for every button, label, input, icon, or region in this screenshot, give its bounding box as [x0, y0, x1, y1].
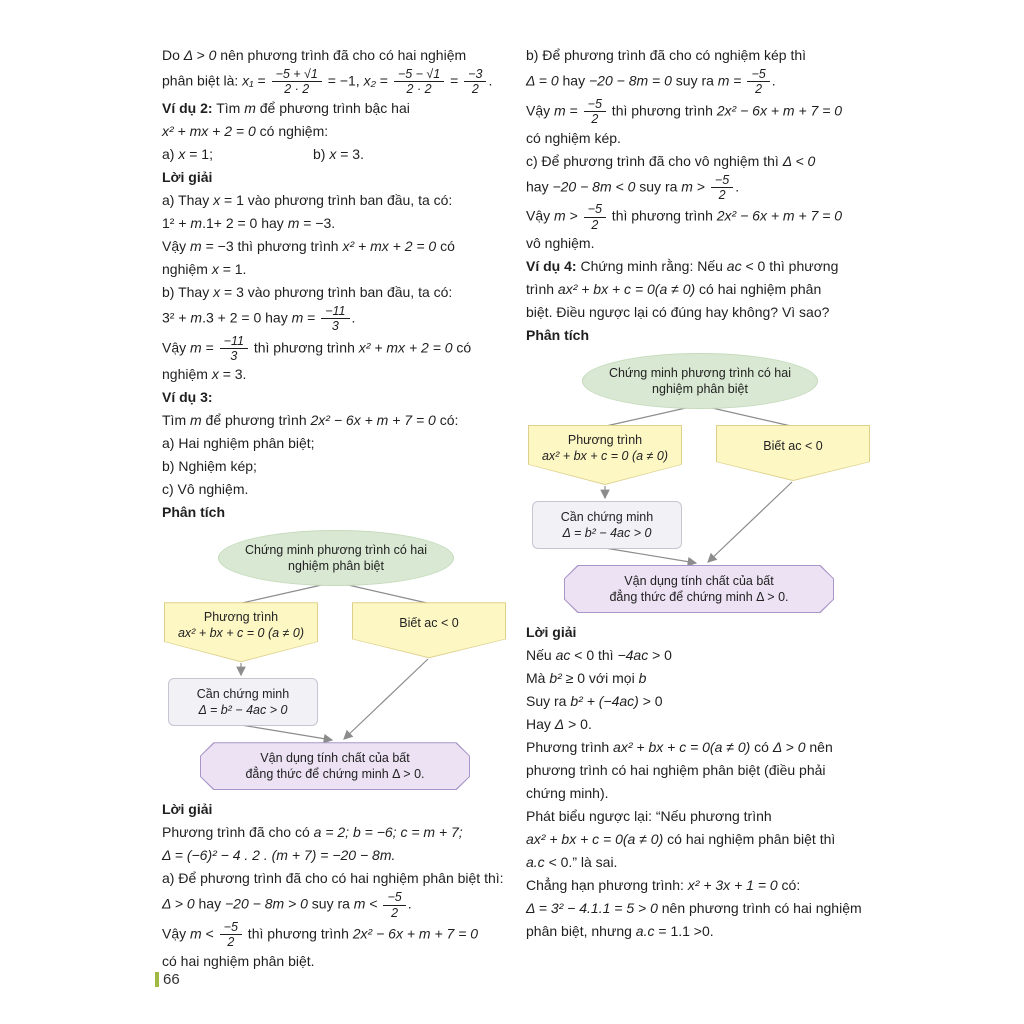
heading-text: Ví dụ 4: [526, 258, 577, 274]
text-run: c) Vô nghiệm. [162, 481, 249, 498]
right-text-bottom [526, 621, 898, 943]
text-run: . [351, 309, 356, 326]
text-line [526, 736, 898, 759]
page-number [155, 971, 180, 988]
text-line [162, 189, 512, 212]
heading-text: Lời giải [162, 801, 213, 818]
apply-line-2: đẳng thức để chứng minh Δ > 0. [609, 590, 789, 604]
flowchart-known-box [716, 425, 870, 481]
text-line [526, 278, 898, 301]
text-run: > 0 [648, 647, 672, 663]
text-run: a) Hai nghiệm phân biệt; [162, 435, 315, 452]
text-run: m [353, 895, 366, 912]
text-run: Phương trình đã cho có [162, 824, 314, 841]
flowchart-need-box [532, 501, 682, 549]
text-run: m [287, 214, 300, 231]
text-run: hay [194, 895, 225, 912]
text-run: x² + mx + 2 = 0 [342, 237, 437, 254]
text-run: Δ > 0 [183, 47, 217, 63]
left-text-top [162, 44, 512, 524]
text-run: có [436, 237, 455, 254]
text-run: 2x² − 6x + m + 7 = 0 [352, 925, 479, 942]
text-run: .3 + 2 = 0 hay [202, 309, 292, 326]
flowchart-known-box [352, 602, 506, 658]
text-run: Δ < 0 [782, 152, 816, 169]
text-run: có nghiệm kép. [526, 129, 621, 146]
text-run: có: [435, 412, 459, 429]
flowchart-apply-box [564, 565, 834, 613]
text-run: < [365, 895, 382, 912]
text-run: suy ra [307, 895, 354, 912]
text-run: nên phương trình đã cho có hai nghiệm [216, 47, 467, 63]
text-line [526, 644, 898, 667]
text-line [526, 173, 898, 203]
text-run: Vậy [162, 925, 191, 942]
flowchart-equation-box [528, 425, 682, 485]
text-run: Chứng minh rằng: Nếu [576, 258, 727, 274]
text-run: có hai nghiệm phân biệt. [162, 952, 315, 969]
fraction: $\frac{-5 + √1}{2 \cdot 2}$ [272, 67, 322, 97]
text-run: Tìm [162, 412, 190, 429]
text-line [162, 304, 512, 334]
text-line [162, 867, 512, 890]
text-run: suy ra [671, 72, 718, 89]
text-run: có [452, 339, 472, 356]
text-line [526, 805, 898, 828]
text-run: x [178, 145, 186, 162]
text-run: Mà [526, 670, 550, 686]
text-line [162, 890, 512, 920]
need-line-1: Cần chứng minh [196, 687, 290, 702]
right-column [526, 44, 898, 973]
text-line [526, 301, 898, 324]
text-run: = [565, 102, 582, 119]
content [162, 44, 898, 973]
fraction: $\frac{-5}{2}$ [584, 202, 606, 232]
text-run: a = 2; b = −6; c = m + 7; [313, 824, 463, 841]
text-run: để phương trình [201, 412, 311, 429]
apply-line-1: Vận dụng tính chất của bất [624, 574, 774, 588]
text-run: x [329, 145, 337, 162]
text-line [162, 844, 512, 867]
text-line [162, 166, 512, 189]
text-run: x² + 3x + 1 = 0 [687, 877, 778, 893]
apply-line-2: đẳng thức để chứng minh Δ > 0. [245, 767, 425, 782]
text-run: Vậy [162, 237, 191, 254]
text-run: = 1.1 >0. [654, 923, 714, 939]
text-run: 1² + [162, 214, 191, 231]
heading-text: Lời giải [526, 624, 577, 640]
text-run: có hai nghiệm phân [695, 281, 822, 297]
text-run: . [771, 72, 776, 89]
text-run: x² + mx + 2 = 0 [358, 339, 453, 356]
equation-line-2: ax² + bx + c = 0 (a ≠ 0) [541, 449, 668, 463]
left-column [162, 44, 512, 973]
text-run: 2x² − 6x + m + 7 = 0 [716, 102, 843, 119]
text-run: trình [526, 281, 558, 297]
text-line [526, 127, 898, 150]
heading-text: Phân tích [162, 504, 226, 521]
text-run: Phát biểu ngược lại: “Nếu phương trình [526, 808, 772, 824]
goal-line-2: nghiệm phân biệt [288, 559, 384, 574]
text-line [162, 478, 512, 501]
text-line [526, 324, 898, 347]
text-line [526, 782, 898, 805]
text-run: Tìm [212, 99, 245, 116]
text-run: Δ = 0 [526, 72, 559, 89]
text-run: m [244, 99, 256, 116]
left-text-bottom [162, 798, 512, 973]
text-run: vô nghiệm. [526, 235, 595, 251]
fraction: $\frac{-5 - √1}{2 \cdot 2}$ [394, 67, 444, 97]
text-run: m [190, 339, 202, 356]
heading-text: Lời giải [162, 168, 213, 185]
text-run: < 0.” là sai. [544, 854, 618, 870]
text-run: x₂ [363, 72, 376, 89]
text-line [162, 950, 512, 973]
text-run: nên phương trình có hai nghiệm [657, 900, 862, 916]
text-line [526, 828, 898, 851]
fraction: $\frac{-5}{2}$ [711, 173, 733, 203]
text-run: x [213, 283, 221, 300]
text-run: Hay [526, 716, 555, 732]
text-run: x₁ [242, 72, 254, 89]
text-run: = 1 vào phương trình ban đầu, ta có: [220, 191, 453, 208]
text-run: = [446, 72, 463, 89]
text-run: = −3. [299, 214, 336, 231]
text-run: suy ra [635, 178, 682, 195]
text-run: Δ [554, 716, 565, 732]
text-run: Nếu [526, 647, 556, 663]
text-run: = 1. [218, 260, 247, 277]
text-line [162, 432, 512, 455]
text-run: b) [312, 145, 330, 162]
text-run: Vậy [526, 207, 555, 224]
text-run: > [692, 178, 709, 195]
text-run: = 3. [336, 145, 364, 162]
text-run: có nghiệm: [255, 122, 329, 139]
text-run: m [681, 178, 693, 195]
need-line-1: Cần chứng minh [560, 510, 654, 524]
text-run: < [201, 925, 218, 942]
text-run: m [190, 214, 203, 231]
text-run: < 0 thì [570, 647, 618, 663]
equation-line-1: Phương trình [567, 433, 643, 447]
right-text-top [526, 44, 898, 347]
text-run: Δ = (−6)² − 4 . 2 . (m + 7) = −20 − 8m. [162, 847, 396, 864]
text-run: a) Để phương trình đã cho có hai nghiệm phân biệt thì: [162, 870, 504, 887]
flowchart-need-box [168, 678, 318, 726]
text-run: phân biệt là: [162, 72, 243, 89]
text-run: nên [805, 739, 833, 755]
text-run: = 3 vào phương trình ban đầu, ta có: [220, 283, 453, 300]
known-label: Biết ac < 0 [399, 616, 459, 631]
apply-line-1: Vận dụng tính chất của bất [260, 751, 410, 766]
text-run: có: [777, 877, 801, 893]
fraction: $\frac{-5}{2}$ [383, 890, 405, 920]
text-line [162, 363, 512, 386]
text-run: b) Để phương trình đã cho có nghiệm kép thì [526, 47, 807, 63]
flowchart-goal-ellipse [582, 353, 818, 409]
goal-line-2: nghiệm phân biệt [652, 382, 748, 396]
text-run: < 0 thì phương [741, 258, 839, 274]
text-line [526, 713, 898, 736]
text-line [162, 334, 512, 364]
heading-text: Ví dụ 2: [162, 99, 213, 116]
text-line [162, 97, 512, 120]
text-run: = 1; [185, 145, 213, 162]
text-run: ax² + bx + c = 0(a ≠ 0) [557, 281, 696, 297]
text-run: nghiệm [162, 366, 212, 383]
text-run: = [253, 72, 270, 89]
text-run: Phương trình [526, 739, 614, 755]
text-run: ac [555, 647, 571, 663]
heading-text: Phân tích [526, 327, 590, 343]
text-run: Suy ra [526, 693, 571, 709]
text-line [526, 759, 898, 782]
text-run: . [407, 895, 412, 912]
text-line [526, 920, 898, 943]
text-run: biệt. Điều ngược lại có đúng hay không? Vì sao? [526, 304, 830, 320]
text-line [526, 232, 898, 255]
fraction: $\frac{-11}{3}$ [321, 304, 349, 334]
text-run: m [190, 309, 203, 326]
text-run: a.c [526, 854, 545, 870]
known-label: Biết ac < 0 [763, 439, 823, 453]
text-run: thì phương trình [243, 925, 353, 942]
text-line [162, 501, 512, 524]
text-run: .1+ 2 = 0 hay [202, 214, 288, 231]
text-run: Δ > 0 [162, 895, 195, 912]
text-run: = −1, [323, 72, 364, 89]
text-run: = [375, 72, 392, 89]
text-run: ≥ 0 với mọi [561, 670, 639, 686]
fraction: $\frac{-5}{2}$ [220, 920, 242, 950]
text-run: b) Thay [162, 283, 214, 300]
text-run: ax² + bx + c = 0(a ≠ 0) [613, 739, 751, 755]
text-line [526, 97, 898, 127]
text-run: m [554, 102, 566, 119]
text-line [526, 150, 898, 173]
text-run: = [303, 309, 320, 326]
fraction: $\frac{-11}{3}$ [220, 334, 248, 364]
text-line [526, 874, 898, 897]
text-run: . [735, 178, 740, 195]
text-run: = 3. [218, 366, 247, 383]
text-run: m [190, 925, 202, 942]
text-line [526, 67, 898, 97]
flowchart-goal-ellipse [218, 530, 454, 586]
equation-line-2: ax² + bx + c = 0 (a ≠ 0) [177, 626, 304, 641]
text-line [162, 44, 512, 67]
text-line [162, 409, 512, 432]
equation-line-1: Phương trình [203, 610, 279, 625]
text-line [526, 202, 898, 232]
text-run: = [729, 72, 746, 89]
text-run: x [213, 191, 221, 208]
text-run: > 0 [638, 693, 663, 709]
need-line-2: Δ = b² − 4ac > 0 [198, 703, 288, 718]
text-run: > [565, 207, 582, 224]
text-run: chứng minh). [526, 785, 609, 801]
text-line [162, 455, 512, 478]
text-run: x² + mx + 2 = 0 [162, 122, 256, 139]
text-line [526, 621, 898, 644]
text-run: b² [549, 670, 562, 686]
text-run: 3² + [162, 309, 191, 326]
text-line [162, 235, 512, 258]
text-run: = −3 thì phương trình [201, 237, 343, 254]
text-line [526, 44, 898, 67]
text-run: Δ = 3² − 4.1.1 = 5 > 0 [526, 900, 658, 916]
text-run: a) [162, 145, 179, 162]
page-number-value: 66 [163, 971, 180, 988]
text-run: . [488, 72, 493, 89]
page-number-bar [155, 972, 159, 987]
text-run: b [638, 670, 647, 686]
text-run: b) Nghiệm kép; [162, 458, 257, 475]
text-line [526, 851, 898, 874]
text-line [162, 821, 512, 844]
text-run: a.c [635, 923, 655, 939]
fraction: $\frac{-3}{2}$ [464, 67, 486, 97]
text-run: m [554, 207, 566, 224]
text-run: thì phương trình [607, 102, 717, 119]
text-run: Do [162, 47, 184, 63]
text-run: phân biệt, nhưng [526, 923, 636, 939]
text-run: m [190, 237, 202, 254]
text-line [526, 667, 898, 690]
text-line [526, 255, 898, 278]
text-run: thì phương trình [607, 207, 717, 224]
text-run: > 0. [564, 716, 592, 732]
text-run: ac [726, 258, 742, 274]
text-run: m [291, 309, 304, 326]
text-run: ax² + bx + c = 0(a ≠ 0) [526, 831, 664, 847]
text-run: phương trình có hai nghiệm phân biệt (điều phải [526, 762, 826, 778]
text-run: m [717, 72, 730, 89]
text-line [526, 897, 898, 920]
text-run: Vậy [162, 339, 191, 356]
text-line [162, 212, 512, 235]
text-run: Δ > 0 [772, 739, 806, 755]
text-run: −20 − 8m = 0 [588, 72, 672, 89]
text-line [162, 920, 512, 950]
goal-line-1: Chứng minh phương trình có hai [245, 543, 427, 558]
text-run: 2x² − 6x + m + 7 = 0 [716, 207, 843, 224]
text-run: Chẳng hạn phương trình: [526, 877, 688, 893]
text-run: m [190, 412, 202, 429]
text-line [162, 67, 512, 97]
text-line [162, 143, 512, 166]
text-run: Vậy [526, 102, 555, 119]
text-run: để phương trình bậc hai [255, 99, 410, 116]
text-run: hay [526, 178, 553, 195]
text-run: b² + (−4ac) [570, 693, 639, 709]
goal-line-1: Chứng minh phương trình có hai [609, 366, 791, 380]
flowchart-right [526, 353, 872, 617]
text-run: −20 − 8m > 0 [224, 895, 308, 912]
text-run: có [750, 739, 773, 755]
text-run: có hai nghiệm phân biệt thì [663, 831, 836, 847]
heading-text: Ví dụ 3: [162, 389, 213, 406]
text-run: hay [558, 72, 589, 89]
text-run: a) Thay [162, 191, 214, 208]
fraction: $\frac{-5}{2}$ [584, 97, 606, 127]
fraction: $\frac{-5}{2}$ [747, 67, 769, 97]
text-run: −4ac [617, 647, 649, 663]
text-run: c) Để phương trình đã cho vô nghiệm thì [526, 152, 783, 169]
text-run: = [201, 339, 218, 356]
text-run: −20 − 8m < 0 [552, 178, 636, 195]
flowchart-equation-box [164, 602, 318, 662]
text-line [162, 120, 512, 143]
text-line [162, 281, 512, 304]
text-line [162, 798, 512, 821]
flowchart-left [162, 530, 508, 794]
text-line [162, 386, 512, 409]
text-run: thì phương trình [249, 339, 359, 356]
text-run: 2x² − 6x + m + 7 = 0 [310, 412, 436, 429]
flowchart-apply-box [200, 742, 470, 790]
need-line-2: Δ = b² − 4ac > 0 [562, 526, 652, 540]
text-run: x [211, 366, 219, 383]
text-run: x [211, 260, 219, 277]
text-line [526, 690, 898, 713]
text-run: nghiệm [162, 260, 212, 277]
text-line [162, 258, 512, 281]
